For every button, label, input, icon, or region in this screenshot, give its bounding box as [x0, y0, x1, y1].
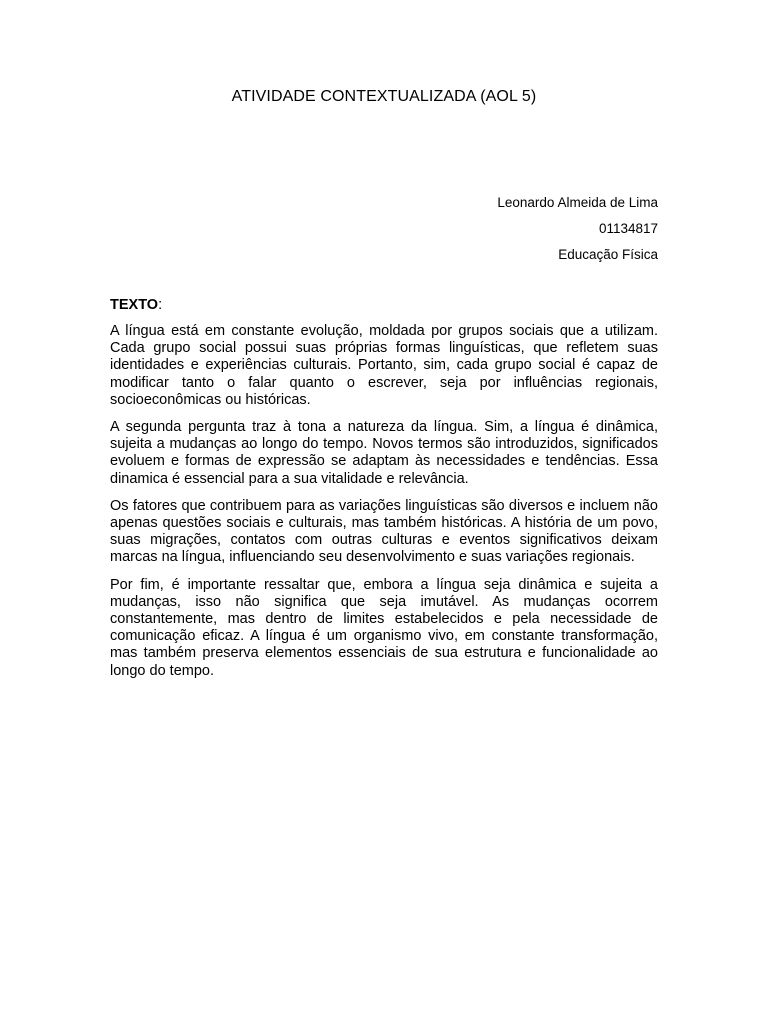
- section-label-colon: :: [158, 297, 163, 313]
- author-id: 01134817: [598, 221, 658, 236]
- author-course: Educação Física: [558, 247, 658, 262]
- paragraph-4: Por fim, é importante ressaltar que, embora a língua seja dinâmica e sujeita a mudanças, isso não significa que seja imutável. As mudanças ocorrem constantemente, mas dentro de limites estabelecidos e pela necessidade de comunicação eficaz. A língua é um organismo vivo, em constante transformação, mas também preserva elementos essenciais de sua estrutura e funcionalidade ao longo do tempo.: [110, 576, 658, 679]
- author-block: [110, 195, 658, 273]
- paragraph-3: Os fatores que contribuem para as variações linguísticas são diversos e incluem não apenas questões sociais e culturais, mas também históricas. A história de um povo, suas migrações, contatos com outras culturas e eventos significativos deixam marcas na língua, influenciando seu desenvolvimento e suas variações regionais.: [110, 497, 658, 566]
- body-text: [110, 323, 658, 690]
- section-label: [110, 296, 162, 314]
- author-name: Leonardo Almeida de Lima: [497, 195, 658, 210]
- paragraph-1: A língua está em constante evolução, moldada por grupos sociais que a utilizam. Cada grupo social possui suas próprias formas linguísticas, que refletem suas identidades e experiências culturais. Portanto, sim, cada grupo social é capaz de modificar tanto o falar quanto o escrever, seja por influências regionais, socioeconômicas ou históricas.: [110, 323, 658, 408]
- paragraph-2: A segunda pergunta traz à tona a natureza da língua. Sim, a língua é dinâmica, sujeita a mudanças ao longo do tempo. Novos termos são introduzidos, significados evoluem e formas de expressão se adaptam às necessidades e tendências. Essa dinamica é essencial para a sua vitalidade e relevância.: [110, 419, 658, 487]
- document-title: ATIVIDADE CONTEXTUALIZADA (AOL 5): [231, 88, 537, 105]
- section-label-text: TEXTO: [110, 297, 159, 313]
